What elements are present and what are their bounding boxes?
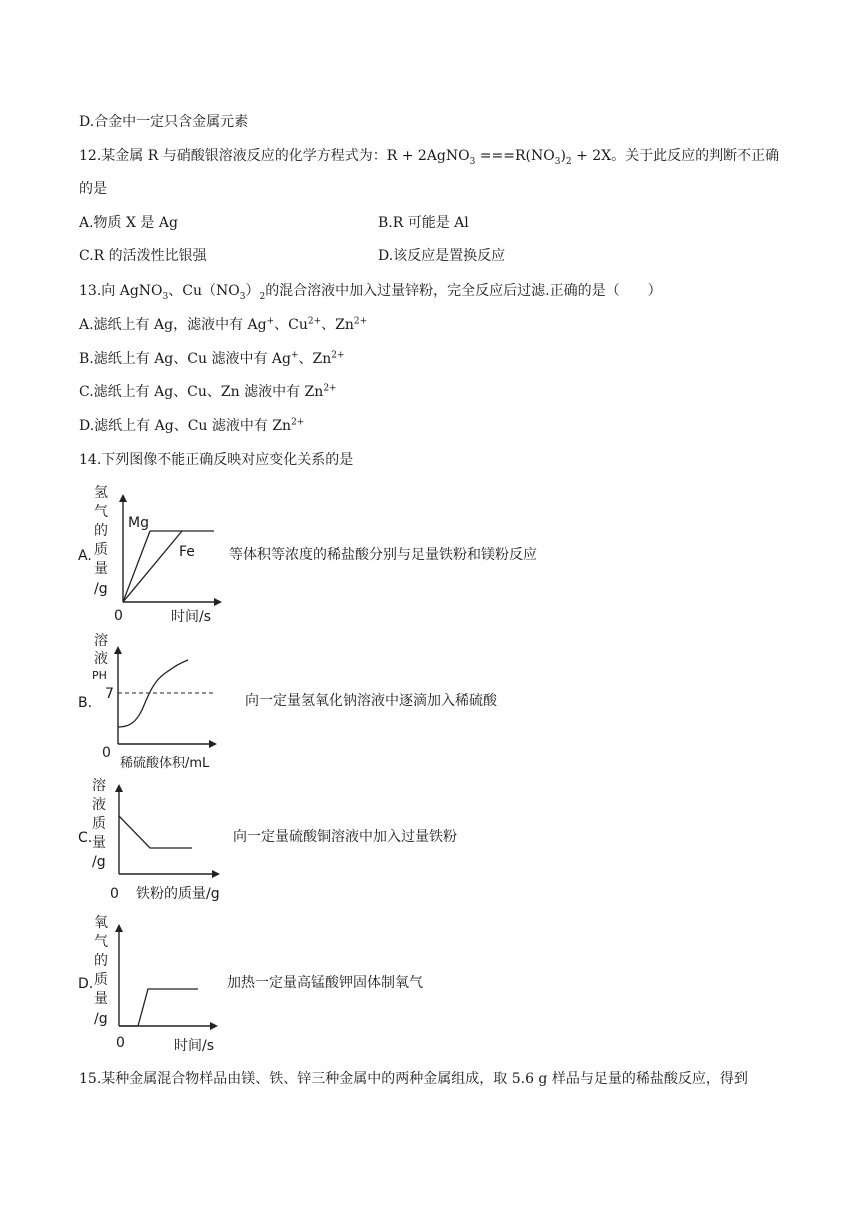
graph-b-ylabel [92, 632, 108, 682]
mg-label: Mg [128, 515, 149, 531]
q13-sub: 2 [259, 291, 266, 302]
question-14-stem: 14.下列图像不能正确反映对应变化关系的是 [79, 452, 354, 468]
ylabel-char: PH [92, 669, 107, 682]
graph-c-ylabel [92, 777, 106, 870]
x-axis-label: 稀硫酸体积/mL [120, 756, 210, 771]
y-axis-arrow [114, 646, 122, 654]
graph-d-letter: D. [78, 976, 94, 992]
x-axis-arrow [212, 870, 220, 878]
ylabel-char: 液 [94, 651, 108, 667]
q13-a-text: 、Cu [274, 317, 308, 333]
q12-sub: 3 [469, 156, 476, 167]
question-13-option-b [79, 350, 345, 368]
graph-d-description: 加热一定量高锰酸钾固体制氧气 [227, 975, 423, 991]
x-axis-label: 时间/s [174, 1038, 215, 1054]
question-12-option-d: D.该反应是置换反应 [378, 248, 506, 264]
q13-sup: 2+ [323, 383, 337, 394]
origin-label: 0 [102, 745, 111, 761]
ylabel-char: 量 [94, 991, 108, 1007]
q13-sup: 2+ [291, 417, 305, 428]
ylabel-char: 量 [92, 835, 106, 851]
graph-c-letter: C. [78, 830, 93, 846]
ylabel-char: /g [94, 1011, 108, 1027]
question-12-stem [79, 147, 779, 165]
q13-a-text: A.滤纸上有 Ag，滤液中有 Ag [79, 317, 267, 333]
ylabel-char: 氧 [94, 915, 108, 931]
q12-sub: 3 [554, 156, 561, 167]
x-axis-label: 铁粉的质量/g [136, 886, 220, 902]
q13-text-b: 、Cu（NO [168, 283, 240, 299]
ylabel-char: /g [94, 581, 108, 597]
q13-sub: 3 [239, 291, 246, 302]
q13-text-d: 的混合溶液中加入过量锌粉，完全反应后过滤.正确的是（ ） [265, 283, 662, 299]
graph-c-description: 向一定量硫酸铜溶液中加入过量铁粉 [233, 829, 457, 845]
question-13-option-a [79, 316, 367, 334]
q13-sup: 2+ [331, 350, 345, 361]
q12-text-a: 12.某金属 R 与硝酸银溶液反应的化学方程式为：R + 2AgNO [79, 148, 470, 164]
origin-label: 0 [110, 886, 119, 902]
q13-b-text: B.滤纸上有 Ag、Cu 滤液中有 Ag [79, 351, 291, 367]
q13-sup: + [290, 350, 299, 361]
y-axis-arrow [115, 784, 123, 792]
q12-text-d: + 2X。关于此反应的判断不正确 [571, 148, 780, 164]
q12-text-b: ===R(NO [475, 148, 555, 164]
question-13-option-d [79, 417, 304, 435]
q13-sub: 3 [162, 291, 169, 302]
graph-b-letter: B. [78, 695, 93, 711]
ylabel-char: /g [92, 854, 106, 870]
graph-a-letter: A. [78, 548, 92, 564]
question-15-stem: 15.某种金属混合物样品由镁、铁、锌三种金属中的两种金属组成，取 5.6 g 样品与足量的稀盐酸反应，得到 [79, 1071, 748, 1087]
q12-text-c: ) [560, 148, 566, 164]
x-axis-arrow [214, 598, 222, 606]
q13-sup: 2+ [353, 316, 368, 327]
tick-7-label: 7 [105, 686, 114, 702]
question-12-option-c: C.R 的活泼性比银强 [79, 248, 207, 264]
question-12-option-a: A.物质 X 是 Ag [79, 215, 178, 231]
q13-a-text: 、Zn [321, 317, 354, 333]
origin-label: 0 [114, 608, 123, 624]
q13-text-c: ） [245, 283, 260, 299]
ylabel-char: 质 [92, 816, 106, 832]
ylabel-char: 液 [92, 797, 106, 813]
oxygen-curve [119, 989, 198, 1026]
graph-b-description: 向一定量氢氧化钠溶液中逐滴加入稀硫酸 [245, 693, 497, 709]
ylabel-char: 质 [94, 542, 108, 558]
ylabel-char: 量 [94, 561, 108, 577]
q13-c-text: C.滤纸上有 Ag、Cu、Zn 滤液中有 Zn [79, 384, 324, 400]
ylabel-char: 质 [94, 972, 108, 988]
graph-a-ylabel [94, 485, 108, 597]
ylabel-char: 氢 [94, 485, 108, 501]
option-d-previous: D.合金中一定只含金属元素 [79, 114, 249, 130]
ylabel-char: 气 [94, 504, 108, 520]
mass-curve [119, 816, 192, 848]
ylabel-char: 的 [94, 523, 108, 539]
origin-label: 0 [116, 1035, 125, 1051]
graph-d-ylabel [94, 915, 108, 1027]
q13-text-a: 13.向 AgNO [79, 283, 163, 299]
fe-label: Fe [179, 544, 195, 560]
fe-curve [123, 531, 182, 602]
question-13-option-c [79, 383, 337, 401]
ylabel-char: 溶 [92, 778, 106, 794]
q13-d-text: D.滤纸上有 Ag、Cu 滤液中有 Zn [79, 418, 292, 434]
question-13-stem [79, 282, 662, 300]
x-axis-arrow [209, 740, 217, 748]
ylabel-char: 溶 [94, 633, 108, 649]
x-axis-arrow [210, 1022, 218, 1030]
y-axis-arrow [115, 924, 123, 932]
q13-sup: 2+ [307, 316, 322, 327]
question-12-option-b: B.R 可能是 Al [378, 215, 469, 231]
ylabel-char: 的 [94, 953, 108, 969]
q13-b-text: 、Zn [298, 351, 332, 367]
q13-sup: + [266, 316, 275, 327]
mg-curve [123, 531, 150, 602]
q12-sub: 2 [565, 156, 572, 167]
question-12-stem-line2: 的是 [79, 181, 107, 197]
graph-a-description: 等体积等浓度的稀盐酸分别与足量铁粉和镁粉反应 [229, 547, 537, 563]
ylabel-char: 气 [94, 934, 108, 950]
y-axis-arrow [119, 494, 127, 502]
x-axis-label: 时间/s [171, 609, 212, 625]
